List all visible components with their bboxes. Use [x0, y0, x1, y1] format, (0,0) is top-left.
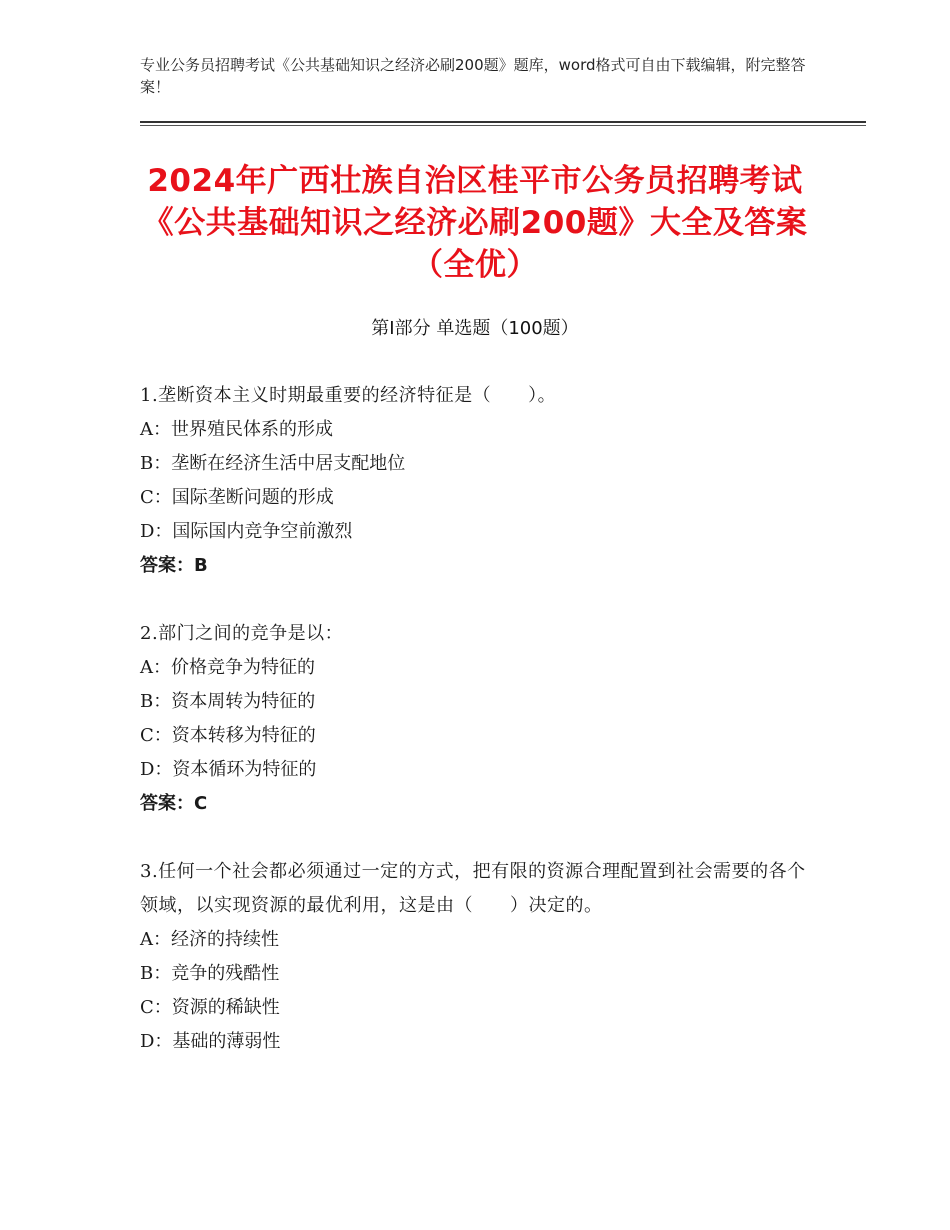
option-d: D：国际国内竞争空前激烈: [140, 521, 353, 542]
header-rule-thick: [140, 121, 866, 123]
option-a: A：价格竞争为特征的: [140, 657, 315, 678]
question-stem: 1.垄断资本主义时期最重要的经济特征是（ ）。: [140, 385, 557, 406]
section-heading: 第Ⅰ部分 单选题（100题）: [371, 318, 579, 339]
option-c: C：资本转移为特征的: [140, 725, 316, 746]
option-a: A：经济的持续性: [140, 929, 279, 950]
question-stem: 2.部门之间的竞争是以：: [140, 623, 344, 644]
option-c: C：资源的稀缺性: [140, 997, 280, 1018]
option-d: D：资本循环为特征的: [140, 759, 317, 780]
option-b: B：垄断在经济生活中居支配地位: [140, 453, 406, 474]
question-list: [140, 379, 820, 1093]
question-1: [140, 379, 820, 583]
question-stem: 3.任何一个社会都必须通过一定的方式，把有限的资源合理配置到社会需要的各个领域，以实现资源的最优利用，这是由（ ）决定的。: [140, 861, 806, 916]
question-2: [140, 617, 820, 821]
header-note: 专业公务员招聘考试《公共基础知识之经济必刷200题》题库，word格式可自由下载编辑，附完整答案！: [140, 56, 806, 96]
header-rule-thin: [140, 125, 866, 126]
document-title: 2024年广西壮族自治区桂平市公务员招聘考试《公共基础知识之经济必刷200题》大全及答案（全优）: [142, 163, 808, 283]
question-3: [140, 855, 820, 1059]
option-a: A：世界殖民体系的形成: [140, 419, 333, 440]
option-b: B：竞争的残酷性: [140, 963, 280, 984]
option-b: B：资本周转为特征的: [140, 691, 316, 712]
option-c: C：国际垄断问题的形成: [140, 487, 334, 508]
answer: 答案：C: [140, 793, 208, 814]
option-d: D：基础的薄弱性: [140, 1031, 281, 1052]
answer: 答案：B: [140, 555, 208, 576]
